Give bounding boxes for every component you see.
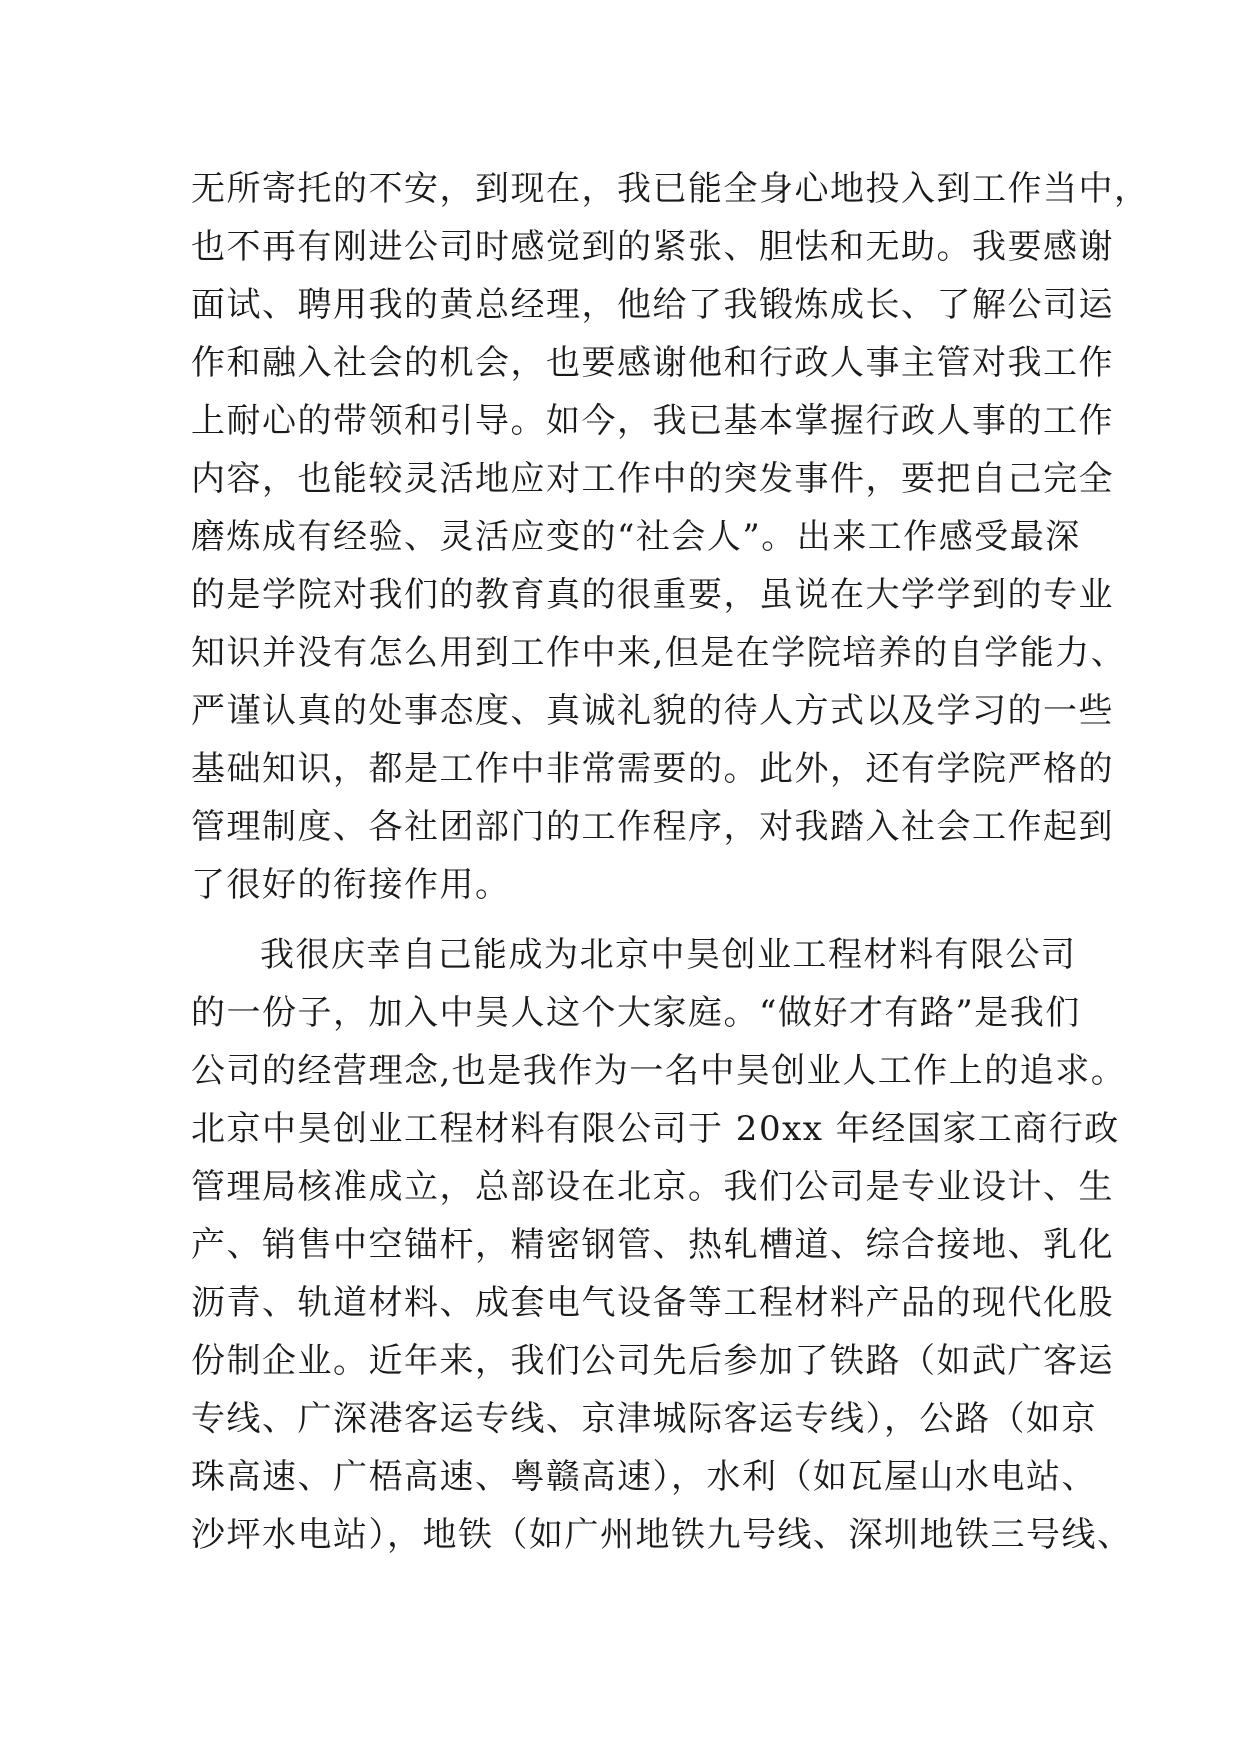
text-line: 管理局核准成立，总部设在北京。我们公司是专业设计、生 bbox=[191, 1167, 1114, 1207]
text-line: 沥青、轨道材料、成套电气设备等工程材料产品的现代化股 bbox=[191, 1283, 1114, 1323]
text-line: 珠高速、广梧高速、粤赣高速），水利（如瓦屋山水电站、 bbox=[191, 1457, 1097, 1497]
text-line: 知识并没有怎么用到工作中来,但是在学院培养的自学能力、 bbox=[191, 633, 1127, 673]
text-line: 基础知识，都是工作中非常需要的。此外，还有学院严格的 bbox=[191, 749, 1114, 789]
text-line: 内容，也能较灵活地应对工作中的突发事件，要把自己完全 bbox=[191, 459, 1114, 499]
text-line: 的一份子，加入中昊人这个大家庭。“做好才有路”是我们 bbox=[191, 993, 1081, 1033]
text-line: 作和融入社会的机会，也要感谢他和行政人事主管对我工作 bbox=[191, 343, 1114, 383]
text-line: 产、销售中空锚杆，精密钢管、热轧槽道、综合接地、乳化 bbox=[191, 1225, 1114, 1265]
paragraph-1 bbox=[191, 160, 1150, 914]
text-line: 上耐心的带领和引导。如今，我已基本掌握行政人事的工作 bbox=[191, 401, 1114, 441]
text-line: 份制企业。近年来，我们公司先后参加了铁路（如武广客运 bbox=[191, 1341, 1114, 1381]
text-line: 面试、聘用我的黄总经理，他给了我锻炼成长、了解公司运 bbox=[191, 285, 1114, 325]
text-line: 管理制度、各社团部门的工作程序，对我踏入社会工作起到 bbox=[191, 807, 1114, 847]
text-line: 沙坪水电站），地铁（如广州地铁九号线、深圳地铁三号线、 bbox=[191, 1515, 1133, 1555]
text-line: 公司的经营理念,也是我作为一名中昊创业人工作上的追求。 bbox=[191, 1051, 1127, 1091]
text-line: 无所寄托的不安，到现在，我已能全身心地投入到工作当中， bbox=[191, 169, 1150, 209]
text-line: 北京中昊创业工程材料有限公司于 20xx 年经国家工商行政 bbox=[191, 1109, 1120, 1149]
text-line: 的是学院对我们的教育真的很重要，虽说在大学学到的专业 bbox=[191, 575, 1114, 615]
body-text bbox=[191, 160, 1150, 1564]
text-line: 也不再有刚进公司时感觉到的紧张、胆怯和无助。我要感谢 bbox=[191, 227, 1114, 267]
paragraph-gap bbox=[191, 914, 1071, 926]
text-line: 了很好的衔接作用。 bbox=[191, 865, 511, 905]
text-line: 严谨认真的处事态度、真诚礼貌的待人方式以及学习的一些 bbox=[191, 691, 1114, 731]
text-line-indented: 我很庆幸自己能成为北京中昊创业工程材料有限公司 bbox=[260, 935, 1077, 975]
text-line: 专线、广深港客运专线、京津城际客运专线），公路（如京 bbox=[191, 1399, 1097, 1439]
paragraph-2 bbox=[191, 926, 1133, 1564]
text-line: 磨炼成有经验、灵活应变的“社会人”。出来工作感受最深 bbox=[191, 517, 1081, 557]
